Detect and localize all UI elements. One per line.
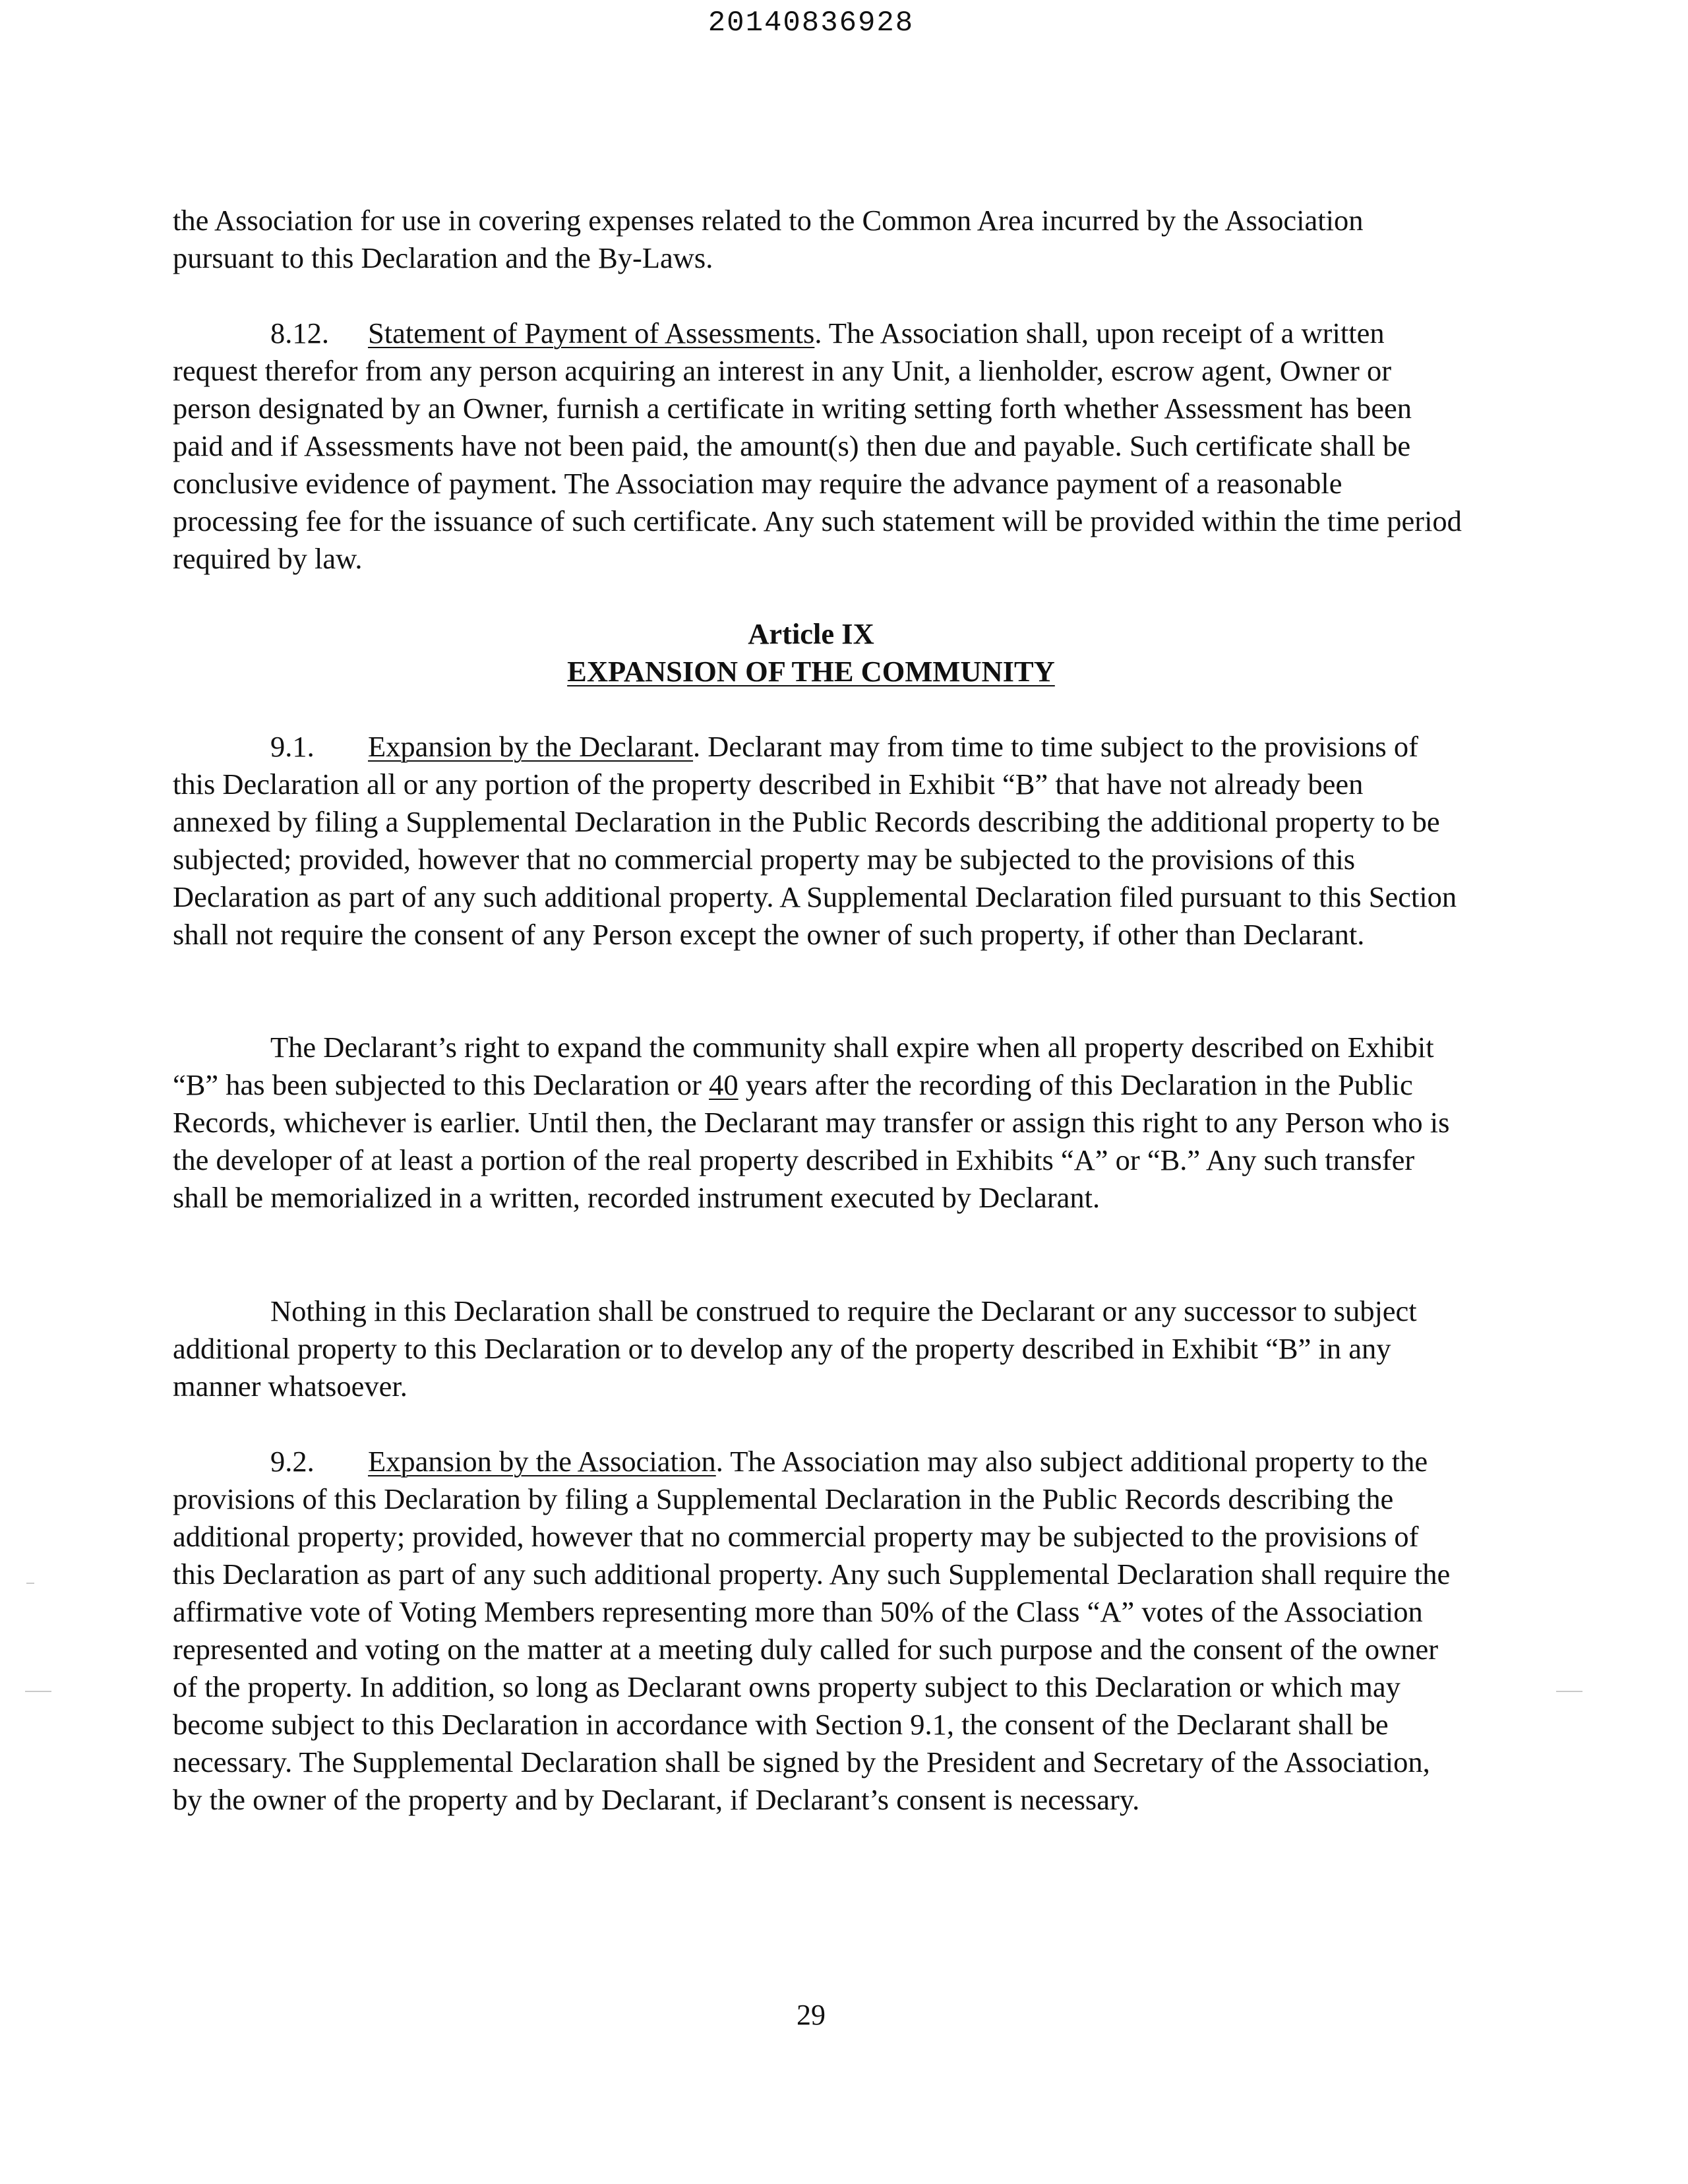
expansion-right-paragraph — [173, 1029, 1465, 1217]
section-9-1-number: 9.1. — [270, 730, 315, 763]
article-title-wrapper — [0, 653, 1622, 690]
section-8-12-title: Statement of Payment of Assessments — [368, 317, 815, 349]
article-label: Article IX — [748, 617, 874, 650]
section-8-12-paragraph — [173, 315, 1465, 578]
section-9-2 — [173, 1443, 1465, 1819]
scan-speck — [26, 1583, 34, 1584]
scan-speck — [1556, 1691, 1582, 1692]
continuation-text: the Association for use in covering expenses related to the Common Area incurred by the Association pursuant to this Declaration and the By-Laws. — [173, 204, 1364, 274]
article-title: EXPANSION OF THE COMMUNITY — [567, 655, 1055, 688]
document-number: 20140836928 — [708, 7, 915, 40]
expansion-right-years: 40 — [709, 1068, 738, 1101]
section-9-2-body: . The Association may also subject additional property to the provisions of this Declaration by filing a Supplemental Declaration in the Public Records describing the additional property; provided, however that no commercial property may be subjected to the provisions of this Declaration as part of any such additional property. Any such Supplemental Declaration shall require the affirmative vote of Voting Members representing more than 50% of the Class “A” votes of the Association represented and voting on the matter at a meeting duly called for such purpose and the consent of the owner of the property. In addition, so long as Declarant owns property subject to this Declaration or which may become subject to this Declaration in accordance with Section 9.1, the consent of the Declarant shall be necessary. The Supplemental Declaration shall be signed by the President and Secretary of the Association, by the owner of the property and by Declarant, if Declarant’s consent is necessary. — [173, 1445, 1451, 1816]
section-9-1 — [173, 728, 1465, 954]
no-obligation-paragraph: Nothing in this Declaration shall be construed to require the Declarant or any successor to subject additional property to this Declaration or to develop any of the property described in Exhibit “B” in any manner whatsoever. — [173, 1294, 1417, 1403]
section-9-1-title: Expansion by the Declarant — [368, 730, 694, 763]
section-8-12-number: 8.12. — [270, 317, 329, 349]
section-8-12-body: . The Association shall, upon receipt of a written request therefor from any person acquiring an interest in any Unit, a lienholder, escrow agent, Owner or person designated by an Owner, furnish a certificate in writing setting forth whether Assessment has been paid and if Assessments have not been paid, the amount(s) then due and payable. Such certificate shall be conclusive evidence of payment. The Association may require the advance payment of a reasonable processing fee for the issuance of such certificate. Any such statement will be provided within the time period required by law. — [173, 317, 1462, 575]
expansion-right-before: The Declarant’s right to expand the community shall expire when all property described on Exhibit “B” has been subjected to this Declaration or — [173, 1031, 1434, 1101]
expansion-right-paragraph-block — [173, 1029, 1465, 1217]
section-9-2-title: Expansion by the Association — [368, 1445, 716, 1478]
section-9-1-paragraph — [173, 728, 1465, 954]
section-9-2-number: 9.2. — [270, 1445, 315, 1478]
page-number: 29 — [797, 1999, 826, 2031]
continuation-paragraph — [173, 202, 1465, 277]
scan-speck — [25, 1691, 51, 1692]
section-9-2-paragraph — [173, 1443, 1465, 1819]
section-9-1-body: . Declarant may from time to time subject to the provisions of this Declaration all or any portion of the property described in Exhibit “B” that have not already been annexed by filing a Supplemental Declaration in the Public Records describing the additional property to be subjected; provided, however that no commercial property may be subjected to the provisions of this Declaration as part of any such additional property. A Supplemental Declaration filed pursuant to this Section shall not require the consent of any Person except the owner of such property, if other than Declarant. — [173, 730, 1457, 951]
expansion-right-after: years after the recording of this Declaration in the Public Records, whichever is earlier. Until then, the Declarant may transfer or assign this right to any Person who is the developer of at least a portion of the real property described in Exhibits “A” or “B.” Any such transfer shall be memorialized in a written, recorded instrument executed by Declarant. — [173, 1068, 1450, 1214]
no-obligation-paragraph-block — [173, 1292, 1465, 1405]
section-8-12 — [173, 315, 1465, 578]
